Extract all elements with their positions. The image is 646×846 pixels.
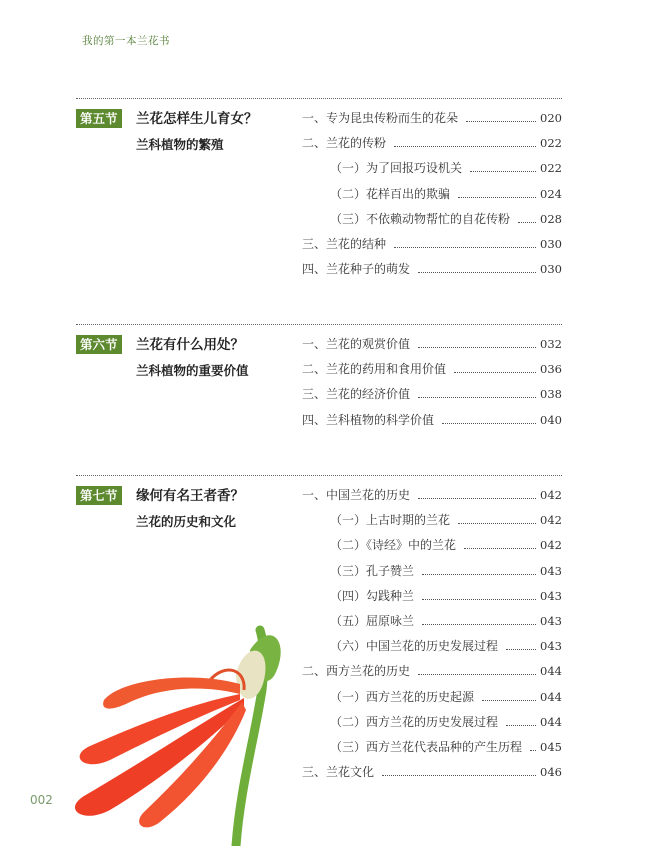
- toc-entry: [302, 587, 562, 612]
- toc-entry: [302, 763, 562, 788]
- toc-entry-page: 022: [540, 136, 562, 151]
- toc-entry-page: 020: [540, 111, 562, 125]
- toc-entry-page: 028: [540, 211, 562, 226]
- section-title: 兰花有什么用处？: [136, 337, 244, 353]
- toc-entry-page: 044: [540, 714, 562, 729]
- toc-entry-label: 一、专为昆虫传粉而生的花朵: [302, 111, 459, 125]
- toc-entry-label: （一）上古时期的兰花: [330, 513, 451, 528]
- section-badge: 第七节: [76, 486, 122, 505]
- toc-entry: [302, 360, 562, 385]
- toc-entry-label: （四）勾践种兰: [330, 588, 415, 603]
- toc-entry-label: 一、兰花的观赏价值: [302, 337, 411, 351]
- toc-entry-label: （五）屈原咏兰: [330, 613, 415, 628]
- toc-entry-label: 二、西方兰花的历史: [302, 664, 411, 679]
- dot-leader: [482, 700, 536, 701]
- toc-entry-label: 二、兰花的传粉: [302, 136, 387, 151]
- toc-entry: [302, 536, 562, 561]
- toc-entry: [302, 486, 562, 511]
- toc-entry-page: 022: [540, 161, 562, 176]
- toc-entry: [302, 662, 562, 687]
- dot-leader: [506, 649, 536, 650]
- toc-entry-label: （二）西方兰花的历史发展过程: [330, 714, 499, 729]
- section-subtitle: 兰花的历史和文化: [136, 514, 237, 529]
- toc-entry: [302, 210, 562, 235]
- toc-entry-label: （三）西方兰花代表品种的产生历程: [330, 739, 523, 754]
- dot-leader: [418, 347, 536, 348]
- toc-entry-label: 三、兰花文化: [302, 765, 375, 780]
- toc-entry-label: （一）西方兰花的历史起源: [330, 689, 475, 704]
- toc-entry-page: 036: [540, 362, 562, 377]
- page-number: 002: [30, 793, 53, 807]
- toc-entry-label: 四、兰花种子的萌发: [302, 262, 411, 277]
- dot-leader: [422, 574, 536, 575]
- toc-entry: [302, 109, 562, 134]
- toc-entry-label: （六）中国兰花的历史发展过程: [330, 639, 499, 654]
- toc-entry-page: 046: [540, 765, 562, 780]
- toc-entry-label: 三、兰花的经济价值: [302, 387, 411, 402]
- toc-entry-page: 024: [540, 186, 562, 201]
- toc-entry: [302, 637, 562, 662]
- dot-leader: [530, 750, 536, 751]
- toc-entry-page: 043: [540, 639, 562, 654]
- toc-entry-page: 040: [540, 412, 562, 427]
- toc-entry: [302, 134, 562, 159]
- dot-leader: [454, 372, 536, 373]
- toc-entry: [302, 713, 562, 738]
- toc-entry: [302, 738, 562, 763]
- toc-entry-page: 042: [540, 538, 562, 553]
- toc-entry-page: 032: [540, 337, 562, 351]
- dot-leader: [506, 725, 536, 726]
- section-badge: 第六节: [76, 335, 122, 354]
- toc-entry: [302, 260, 562, 285]
- dot-leader: [442, 423, 536, 424]
- section-title: 兰花怎样生儿育女？: [136, 111, 258, 127]
- toc-entry: [302, 411, 562, 436]
- toc-entry-page: 042: [540, 513, 562, 528]
- dot-leader: [418, 272, 536, 273]
- toc-entry: [302, 235, 562, 260]
- dot-leader: [418, 397, 536, 398]
- running-head-title: 我的第一本兰花书: [82, 35, 170, 47]
- toc-list: [302, 335, 562, 436]
- dot-leader: [394, 247, 536, 248]
- dot-leader: [418, 674, 536, 675]
- toc-entry: [302, 688, 562, 713]
- toc-entry: [302, 185, 562, 210]
- toc-list: [302, 109, 562, 285]
- toc-entry: [302, 385, 562, 410]
- dot-leader: [458, 197, 536, 198]
- toc-entry-page: 030: [540, 262, 562, 277]
- toc-section-7: [76, 475, 562, 795]
- dot-leader: [464, 548, 536, 549]
- toc-entry-label: （三）不依赖动物帮忙的自花传粉: [330, 211, 511, 226]
- toc-entry-page: 044: [540, 689, 562, 704]
- toc-section-6: [76, 324, 562, 444]
- section-subtitle: 兰科植物的重要价值: [136, 363, 249, 378]
- section-subtitle: 兰科植物的繁殖: [136, 137, 224, 152]
- dot-leader: [394, 146, 536, 147]
- toc-entry-label: 四、兰科植物的科学价值: [302, 412, 435, 427]
- dot-leader: [458, 523, 536, 524]
- toc-entry-page: 043: [540, 563, 562, 578]
- dotted-divider: [76, 98, 562, 99]
- toc-entry-label: （一）为了回报巧设机关: [330, 161, 463, 176]
- dotted-divider: [76, 324, 562, 325]
- toc-entry: [302, 612, 562, 637]
- section-badge: 第五节: [76, 109, 122, 128]
- toc-entry-page: 045: [540, 739, 562, 754]
- toc-entry-label: （三）孔子赞兰: [330, 563, 415, 578]
- dot-leader: [422, 624, 536, 625]
- dot-leader: [418, 498, 536, 499]
- dot-leader: [382, 775, 536, 776]
- toc-entry: [302, 335, 562, 360]
- dot-leader: [466, 121, 536, 122]
- toc-entry: [302, 562, 562, 587]
- toc-entry: [302, 159, 562, 184]
- toc-entry-page: 044: [540, 664, 562, 679]
- toc-entry-page: 043: [540, 588, 562, 603]
- dot-leader: [518, 222, 536, 223]
- dot-leader: [470, 171, 536, 172]
- toc-entry-page: 043: [540, 613, 562, 628]
- toc-list: [302, 486, 562, 788]
- toc-section-5: [76, 98, 562, 288]
- dot-leader: [422, 599, 536, 600]
- toc-entry-label: 三、兰花的结种: [302, 236, 387, 251]
- toc-entry-page: 038: [540, 387, 562, 402]
- toc-entry-label: （二）花样百出的欺骗: [330, 186, 451, 201]
- toc-entry-label: 一、中国兰花的历史: [302, 488, 411, 502]
- toc-entry-page: 030: [540, 236, 562, 251]
- toc-entry-label: （二）《诗经》中的兰花: [330, 538, 457, 553]
- toc-entry: [302, 511, 562, 536]
- toc-entry-label: 二、兰花的药用和食用价值: [302, 362, 447, 377]
- toc-entry-page: 042: [540, 488, 562, 502]
- dotted-divider: [76, 475, 562, 476]
- section-title: 缘何有名王者香？: [136, 488, 244, 504]
